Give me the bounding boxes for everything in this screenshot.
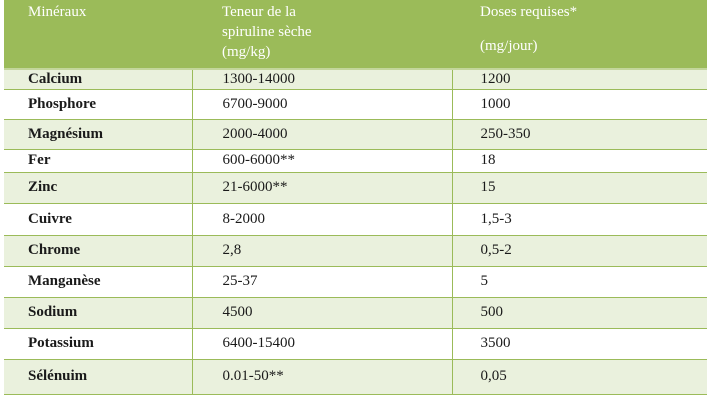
table-row — [4, 203, 707, 235]
mineral-name: Magnésium — [4, 119, 192, 149]
mineral-name: Fer — [4, 149, 192, 172]
mineral-content: 600-6000** — [192, 149, 452, 172]
mineral-dose: 3500 — [452, 328, 707, 359]
header-dose — [452, 0, 707, 69]
mineral-content: 4500 — [192, 297, 452, 328]
header-content-line1: Teneur de la — [222, 4, 296, 20]
mineral-dose: 18 — [452, 149, 707, 172]
header-dose-line2: (mg/jour) — [480, 38, 538, 54]
table-row — [4, 235, 707, 266]
table-row — [4, 149, 707, 172]
mineral-content: 2000-4000 — [192, 119, 452, 149]
table-row — [4, 328, 707, 359]
mineral-content: 25-37 — [192, 266, 452, 297]
header-content-line2: spiruline sèche — [222, 24, 312, 40]
mineral-dose: 0,5-2 — [452, 235, 707, 266]
table-row — [4, 172, 707, 203]
minerals-table — [4, 0, 707, 395]
mineral-content: 6700-9000 — [192, 89, 452, 119]
mineral-name: Potassium — [4, 328, 192, 359]
table-row — [4, 69, 707, 89]
mineral-name: Calcium — [4, 69, 192, 89]
mineral-name: Chrome — [4, 235, 192, 266]
mineral-name: Cuivre — [4, 203, 192, 235]
mineral-content: 21-6000** — [192, 172, 452, 203]
header-content-line3: (mg/kg) — [222, 44, 271, 60]
mineral-dose: 5 — [452, 266, 707, 297]
mineral-dose: 250-350 — [452, 119, 707, 149]
mineral-dose: 15 — [452, 172, 707, 203]
table-row — [4, 297, 707, 328]
header-content — [192, 0, 452, 69]
mineral-name: Sélénuim — [4, 359, 192, 394]
header-minerals — [4, 0, 192, 69]
mineral-content: 8-2000 — [192, 203, 452, 235]
mineral-name: Phosphore — [4, 89, 192, 119]
mineral-content: 6400-15400 — [192, 328, 452, 359]
header-dose-line1: Doses requises* — [480, 4, 578, 20]
table-row — [4, 89, 707, 119]
mineral-dose: 1000 — [452, 89, 707, 119]
mineral-content: 0.01-50** — [192, 359, 452, 394]
mineral-dose: 500 — [452, 297, 707, 328]
mineral-content: 1300-14000 — [192, 69, 452, 89]
table-row — [4, 266, 707, 297]
mineral-dose: 1200 — [452, 69, 707, 89]
mineral-name: Zinc — [4, 172, 192, 203]
header-minerals-label: Minéraux — [28, 4, 87, 20]
table-row — [4, 119, 707, 149]
mineral-name: Manganèse — [4, 266, 192, 297]
mineral-content: 2,8 — [192, 235, 452, 266]
mineral-dose: 1,5-3 — [452, 203, 707, 235]
table-row — [4, 359, 707, 394]
mineral-dose: 0,05 — [452, 359, 707, 394]
mineral-name: Sodium — [4, 297, 192, 328]
header-row — [4, 0, 707, 69]
